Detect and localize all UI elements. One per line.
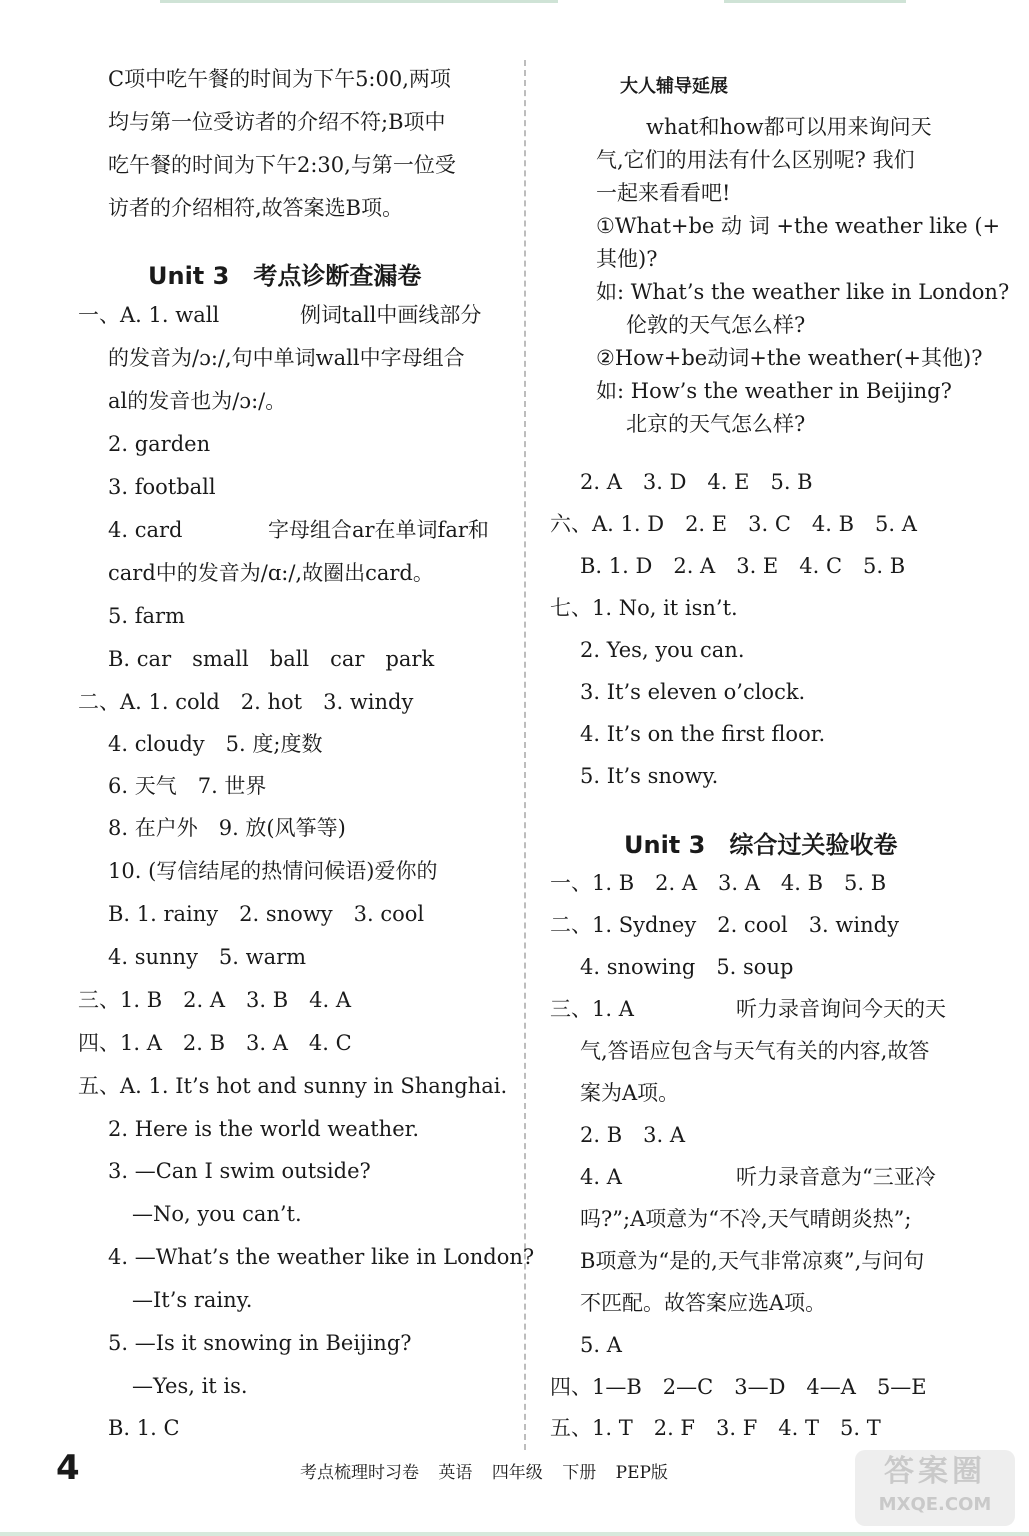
answer-1a-4: 4. card — [108, 518, 183, 542]
answer-6a: 六、A. 1. D 2. E 3. C 4. B 5. A — [550, 512, 917, 536]
answer-1a-5: 5. farm — [108, 604, 185, 628]
parent-guide-title: 大人辅导延展 — [620, 76, 728, 97]
answer-2a-6: 6. 天气 7. 世界 — [108, 774, 267, 798]
watermark-line-2: MXQE.COM — [878, 1494, 992, 1515]
note-line-9: 如: How’s the weather in Beijing? — [596, 379, 952, 403]
answer-2a-1: 二、A. 1. cold 2. hot 3. windy — [78, 690, 414, 714]
unit-title-diagnosis: Unit 3 考点诊断查漏卷 — [148, 262, 422, 290]
u2-answer-3-1: 三、1. A — [550, 997, 634, 1021]
bottom-accent-bar — [0, 1532, 1029, 1536]
u2-answer-2a: 二、1. Sydney 2. cool 3. windy — [550, 913, 899, 937]
answer-7-5: 5. It’s snowy. — [580, 764, 719, 788]
u2-answer-5: 五、1. T 2. F 3. F 4. T 5. T — [550, 1416, 881, 1440]
note-line-10: 北京的天气怎么样? — [626, 412, 806, 436]
note-line-3: 一起来看看吧! — [596, 181, 731, 205]
note-line-8: ②How+be动词+the weather(+其他)? — [596, 346, 983, 370]
u2-answer-3-5: 5. A — [580, 1333, 622, 1357]
footer-grade: 四年级 — [491, 1463, 543, 1483]
answer-2b-1: B. 1. rainy 2. snowy 3. cool — [108, 902, 425, 926]
answer-5a-4b: —It’s rainy. — [132, 1288, 253, 1312]
u2-answer-3-1-line3: 案为A项。 — [580, 1081, 680, 1105]
answer-5b-1: B. 1. C — [108, 1416, 180, 1440]
note-line-1: what和how都可以用来询问天 — [646, 115, 932, 139]
intro-line-2: 均与第一位受访者的介绍不符;B项中 — [108, 110, 446, 134]
u2-answer-3-1-note: 听力录音询问今天的天 — [736, 997, 946, 1021]
u2-answer-2b: 4. snowing 5. soup — [580, 955, 794, 979]
u2-answer-3-2: 2. B 3. A — [580, 1123, 686, 1147]
answer-1a-1: 一、A. 1. wall — [78, 303, 220, 327]
answer-4: 四、1. A 2. B 3. A 4. C — [78, 1031, 352, 1055]
note-line-7: 伦敦的天气怎么样? — [626, 313, 806, 337]
note-line-5: 其他)? — [596, 247, 658, 271]
u2-answer-3-4-line4: 不匹配。故答案应选A项。 — [580, 1291, 827, 1315]
answer-5b-2: 2. A 3. D 4. E 5. B — [580, 470, 813, 494]
footer-volume: 下册 — [562, 1463, 597, 1483]
note-line-6: 如: What’s the weather like in London? — [596, 280, 1010, 304]
watermark-line-1: 答案圈 — [884, 1454, 986, 1489]
note-line-2: 气,它们的用法有什么区别呢? 我们 — [596, 148, 915, 172]
answer-2b-4: 4. sunny 5. warm — [108, 945, 307, 969]
answer-7-3: 3. It’s eleven o’clock. — [580, 680, 806, 704]
answer-1a-1-note: 例词tall中画线部分 — [300, 303, 482, 327]
intro-line-4: 访者的介绍相符,故答案选B项。 — [108, 196, 404, 220]
top-accent-bar-right — [724, 0, 906, 3]
u2-answer-1: 一、1. B 2. A 3. A 4. B 5. B — [550, 871, 887, 895]
answer-7-1: 七、1. No, it isn’t. — [550, 596, 738, 620]
answer-2a-4: 4. cloudy 5. 度;度数 — [108, 732, 323, 756]
u2-answer-3-1-line2: 气,答语应包含与天气有关的内容,故答 — [580, 1039, 930, 1063]
answer-2a-10: 10. (写信结尾的热情问候语)爱你的 — [108, 859, 438, 883]
footer-edition: PEP版 — [615, 1463, 668, 1483]
footer-subject: 英语 — [438, 1463, 473, 1483]
footer-book-info — [300, 1458, 682, 1483]
watermark-logo — [855, 1450, 1015, 1526]
answer-1a-2: 2. garden — [108, 432, 211, 456]
answer-5a-3b: —No, you can’t. — [132, 1202, 302, 1226]
answer-1b: B. car small ball car park — [108, 647, 435, 671]
top-accent-bar-left — [160, 0, 558, 3]
answer-5a-5: 5. —Is it snowing in Beijing? — [108, 1331, 412, 1355]
answer-7-2: 2. Yes, you can. — [580, 638, 745, 662]
answer-5a-5b: —Yes, it is. — [132, 1374, 248, 1398]
answer-1a-4-line2: card中的发音为/ɑ:/,故圈出card。 — [108, 561, 434, 585]
answer-2a-8: 8. 在户外 9. 放(风筝等) — [108, 816, 346, 840]
answer-7-4: 4. It’s on the first floor. — [580, 722, 826, 746]
answer-1a-4-note: 字母组合ar在单词far和 — [268, 518, 489, 542]
u2-answer-4: 四、1—B 2—C 3—D 4—A 5—E — [550, 1375, 927, 1399]
answer-5a-3: 3. —Can I swim outside? — [108, 1159, 371, 1183]
u2-answer-3-4: 4. A — [580, 1165, 622, 1189]
u2-answer-3-4-note: 听力录音意为“三亚冷 — [736, 1165, 936, 1189]
answer-5a-1: 五、A. 1. It’s hot and sunny in Shanghai. — [78, 1074, 508, 1098]
u2-answer-3-4-line2: 吗?”;A项意为“不冷,天气晴朗炎热”; — [580, 1207, 912, 1231]
answer-1a-3: 3. football — [108, 475, 216, 499]
page-number: 4 — [56, 1448, 80, 1488]
answer-6b: B. 1. D 2. A 3. E 4. C 5. B — [580, 554, 906, 578]
note-line-4: ①What+be 动 词 +the weather like (+ — [596, 214, 1001, 238]
intro-line-1: C项中吃午餐的时间为下午5:00,两项 — [108, 67, 451, 91]
answer-5a-4: 4. —What’s the weather like in London? — [108, 1245, 535, 1269]
u2-answer-3-4-line3: B项意为“是的,天气非常凉爽”,与问句 — [580, 1249, 925, 1273]
unit-title-comprehensive: Unit 3 综合过关验收卷 — [624, 831, 898, 859]
answer-1a-1-line2: 的发音为/ɔ:/,句中单词wall中字母组合 — [108, 346, 465, 370]
answer-3: 三、1. B 2. A 3. B 4. A — [78, 988, 352, 1012]
answer-5a-2: 2. Here is the world weather. — [108, 1117, 420, 1141]
intro-line-3: 吃午餐的时间为下午2:30,与第一位受 — [108, 153, 456, 177]
answer-1a-1-line3: al的发音也为/ɔ:/。 — [108, 389, 287, 413]
footer-series: 考点梳理时习卷 — [300, 1463, 419, 1483]
